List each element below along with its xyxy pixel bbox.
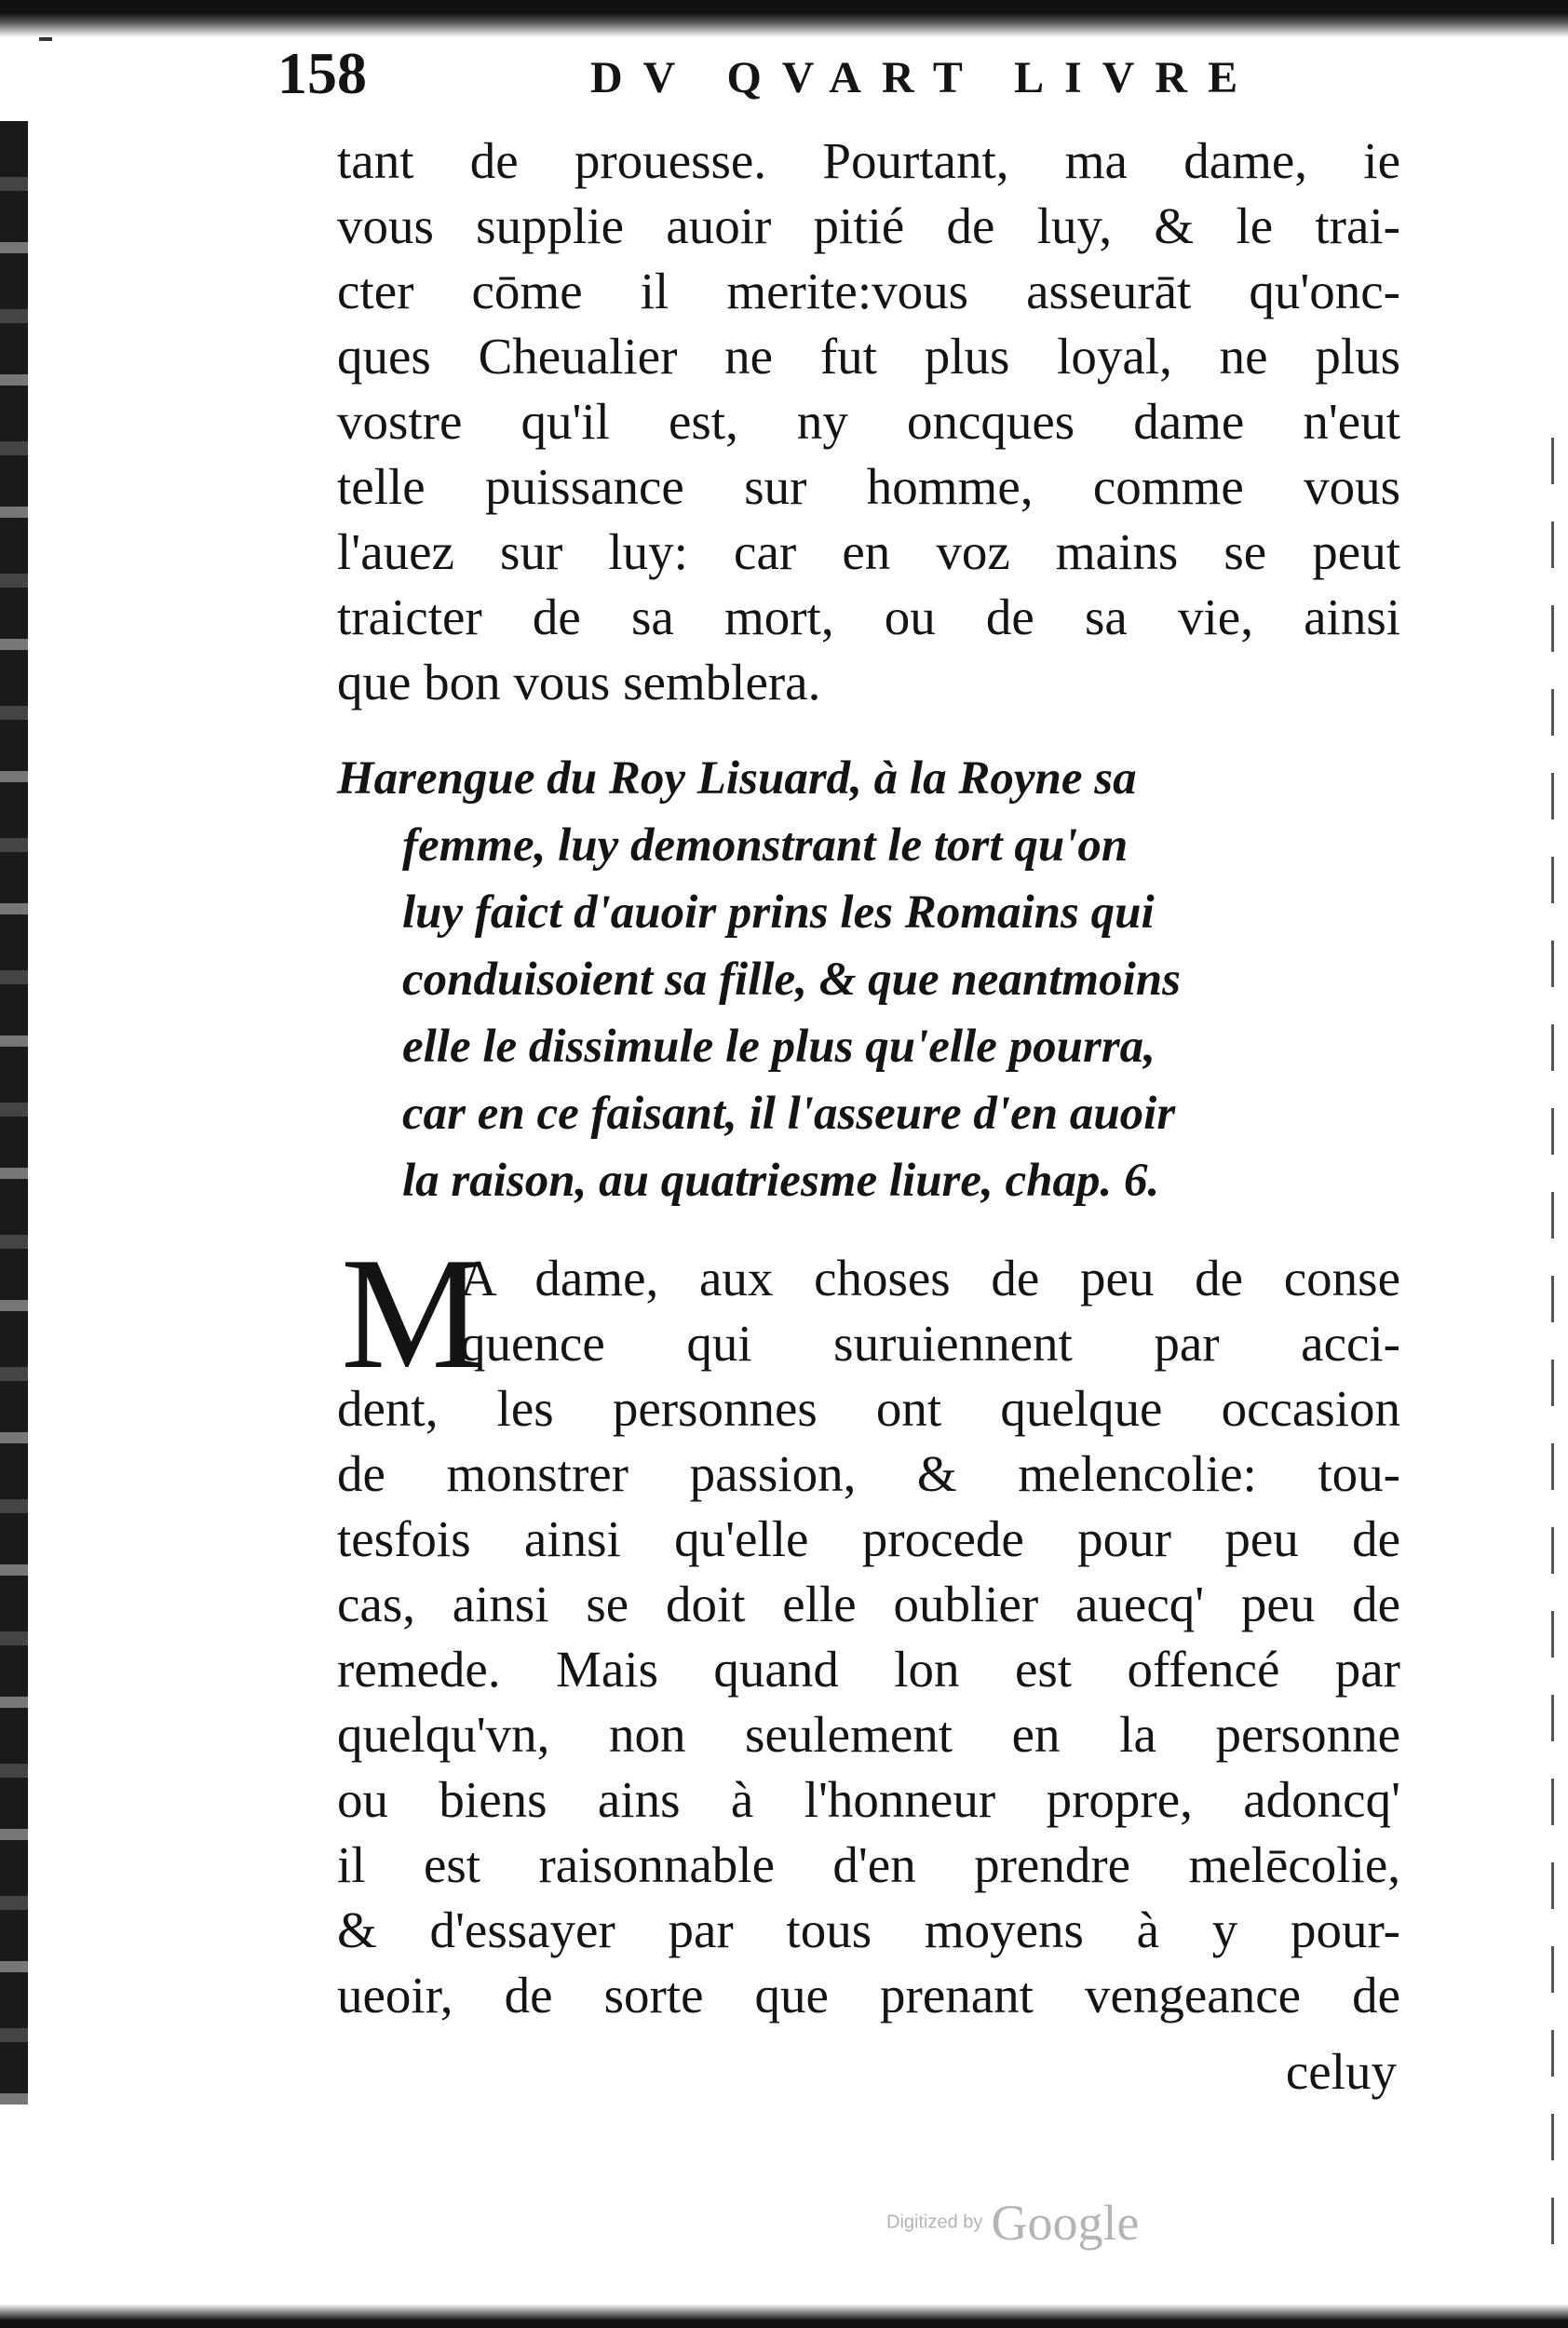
google-logo: Google <box>991 2195 1140 2251</box>
rubric-line: elle le dissimule le plus qu'elle pourra, <box>402 1021 1156 1073</box>
scan-mark <box>39 37 52 41</box>
text-line: de monstrer passion, & melencolie: tou- <box>337 1445 1400 1502</box>
text-line: tant de prouesse. Pourtant, ma dame, ie <box>337 132 1400 189</box>
text-line: quelqu'vn, non seulement en la personne <box>337 1706 1400 1763</box>
rubric-line: luy faict d'auoir prins les Romains qui <box>402 887 1155 939</box>
drop-cap: M <box>341 1225 483 1402</box>
digitized-label: Digitized by <box>886 2212 983 2233</box>
scan-right-shadow <box>1551 438 1554 2254</box>
rubric-line: la raison, au quatriesme liure, chap. 6. <box>402 1155 1160 1207</box>
text-line: que bon vous semblera. <box>337 654 821 711</box>
text-line: vostre qu'il est, ny oncques dame n'eut <box>337 393 1400 450</box>
chapter-rubric <box>337 745 1400 1214</box>
digitized-by-watermark <box>886 2194 1139 2254</box>
running-head: DV QVART LIVRE <box>590 53 1259 102</box>
text-line: cas, ainsi se doit elle oublier auecq' peu de <box>337 1576 1400 1632</box>
text-line: ueoir, de sorte que prenant vengeance de <box>337 1967 1400 2023</box>
text-line: ques Cheualier ne fut plus loyal, ne plus <box>337 328 1400 385</box>
scan-bottom-border <box>0 2304 1568 2328</box>
text-line: remede. Mais quand lon est offencé par <box>337 1641 1400 1698</box>
text-line: ou biens ains à l'honneur propre, adoncq' <box>337 1771 1400 1828</box>
rubric-line: car en ce faisant, il l'asseure d'en auoir <box>402 1088 1176 1140</box>
text-line: il est raisonnable d'en prendre melēcolie, <box>337 1836 1400 1893</box>
page-number: 158 <box>277 40 367 106</box>
text-line: traicter de sa mort, ou de sa vie, ainsi <box>337 589 1400 645</box>
rubric-line: femme, luy demonstrant le tort qu'on <box>402 819 1129 872</box>
text-line: vous supplie auoir pitié de luy, & le trai- <box>337 197 1400 254</box>
scan-top-border <box>0 0 1568 37</box>
rubric-line: conduisoient sa fille, & que neantmoins <box>402 954 1181 1006</box>
text-line: A dame, aux choses de peu de conse <box>460 1250 1400 1306</box>
text-line: dent, les personnes ont quelque occasion <box>337 1380 1400 1437</box>
text-line: telle puissance sur homme, comme vous <box>337 458 1400 515</box>
text-line: cter cōme il merite:vous asseurāt qu'onc- <box>337 263 1400 319</box>
catchword: celuy <box>1285 2043 1397 2100</box>
text-line: & d'essayer par tous moyens à y pour- <box>337 1902 1400 1958</box>
rubric-line: Harengue du Roy Lisuard, à la Royne sa <box>337 752 1137 805</box>
paragraph-main <box>337 1225 1400 2028</box>
paragraph-continuation <box>337 129 1400 715</box>
text-line: l'auez sur luy: car en voz mains se peut <box>337 523 1400 580</box>
text-line: quence qui suruiennent par acci- <box>460 1315 1400 1372</box>
scan-left-border <box>0 121 28 2105</box>
text-line: tesfois ainsi qu'elle procede pour peu de <box>337 1510 1400 1567</box>
